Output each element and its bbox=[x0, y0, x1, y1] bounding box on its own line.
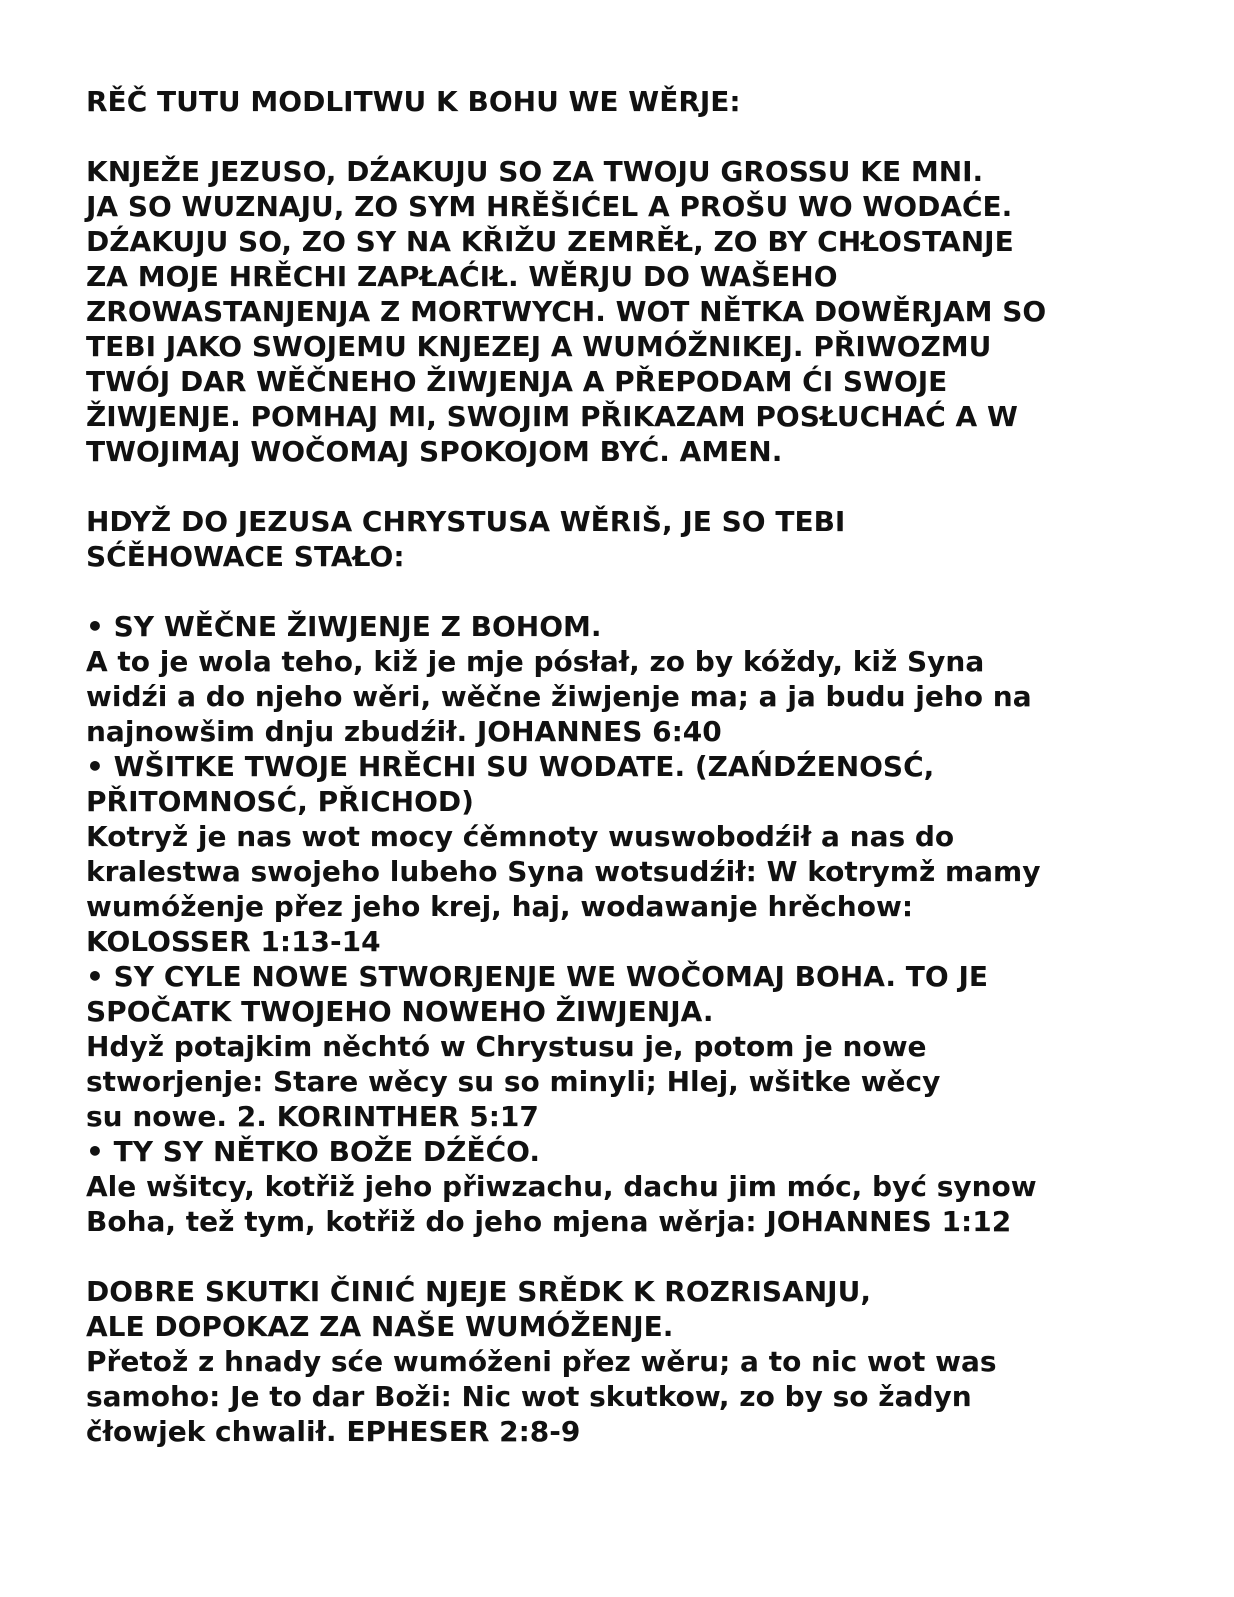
document-page bbox=[86, 84, 1186, 1449]
point-title: • SY CYLE NOWE STWORJENJE WE WOČOMAJ BOHA. TO JE bbox=[86, 960, 989, 993]
prayer-line: TWOJIMAJ WOČOMAJ SPOKOJOM BYĆ. AMEN. bbox=[86, 435, 783, 468]
point-text: wumóženje přez jeho krej, haj, wodawanje hrěchow: bbox=[86, 890, 914, 923]
spacer bbox=[86, 469, 1186, 504]
closing-paragraph bbox=[86, 1274, 1186, 1449]
closing-line: Přetož z hnady sće wumóženi přez wěru; a to nic wot was bbox=[86, 1345, 997, 1378]
point-title: • WŠITKE TWOJE HRĚCHI SU WODATE. (ZAŃDŹENOSĆ, bbox=[86, 750, 935, 783]
closing-line: ALE DOPOKAZ ZA NAŠE WUMÓŽENJE. bbox=[86, 1310, 674, 1343]
prayer-line: ŽIWJENJE. POMHAJ MI, SWOJIM PŘIKAZAM POSŁUCHAĆ A W bbox=[86, 400, 1018, 433]
closing-line: DOBRE SKUTKI ČINIĆ NJEJE SRĚDK K ROZRISANJU, bbox=[86, 1275, 871, 1308]
believe-heading-line: SĆĚHOWACE STAŁO: bbox=[86, 540, 405, 573]
prayer-line: JA SO WUZNAJU, ZO SYM HRĚŠIĆEL A PROŠU WO WODAĆE. bbox=[86, 190, 1013, 223]
prayer-line: ZROWASTANJENJA Z MORTWYCH. WOT NĚTKA DOWĚRJAM SO bbox=[86, 295, 1047, 328]
point-text: najnowšim dnju zbudźił. JOHANNES 6:40 bbox=[86, 715, 722, 748]
believe-heading-line: HDYŽ DO JEZUSA CHRYSTUSA WĚRIŠ, JE SO TEBI bbox=[86, 505, 846, 538]
prayer-line: TEBI JAKO SWOJEMU KNJEZEJ A WUMÓŽNIKEJ. PŘIWOZMU bbox=[86, 330, 992, 363]
prayer-line: DŹAKUJU SO, ZO SY NA KŘIŽU ZEMRĚŁ, ZO BY CHŁOSTANJE bbox=[86, 225, 1014, 258]
spacer bbox=[86, 1239, 1186, 1274]
point-text: kralestwa swojeho lubeho Syna wotsudźił: W kotrymž mamy bbox=[86, 855, 1041, 888]
prayer-line: ZA MOJE HRĚCHI ZAPŁAĆIŁ. WĚRJU DO WAŠEHO bbox=[86, 260, 838, 293]
point-text: Boha, tež tym, kotřiž do jeho mjena wěrja: JOHANNES 1:12 bbox=[86, 1205, 1012, 1238]
point-title: • SY WĚČNE ŽIWJENJE Z BOHOM. bbox=[86, 610, 602, 643]
point-text: Hdyž potajkim něchtó w Chrystusu je, potom je nowe bbox=[86, 1030, 927, 1063]
prayer-heading: RĚČ TUTU MODLITWU K BOHU WE WĚRJE: bbox=[86, 85, 741, 118]
closing-line: čłowjek chwalił. EPHESER 2:8-9 bbox=[86, 1415, 581, 1448]
point-text: Ale wšitcy, kotřiž jeho přiwzachu, dachu jim móc, być synow bbox=[86, 1170, 1037, 1203]
point-text: Kotryž je nas wot mocy ćěmnoty wuswobodźił a nas do bbox=[86, 820, 955, 853]
point-title: • TY SY NĚTKO BOŽE DŹĚĆO. bbox=[86, 1135, 540, 1168]
point-text: widźi a do njeho wěri, wěčne žiwjenje ma; a ja budu jeho na bbox=[86, 680, 1032, 713]
points-list bbox=[86, 609, 1186, 1239]
point-text: stworjenje: Stare wěcy su so minyli; Hlej, wšitke wěcy bbox=[86, 1065, 941, 1098]
point-text: KOLOSSER 1:13-14 bbox=[86, 925, 381, 958]
point-text: su nowe. 2. KORINTHER 5:17 bbox=[86, 1100, 539, 1133]
closing-line: samoho: Je to dar Boži: Nic wot skutkow, zo by so žadyn bbox=[86, 1380, 972, 1413]
prayer-line: TWÓJ DAR WĚČNEHO ŽIWJENJA A PŘEPODAM ĆI SWOJE bbox=[86, 365, 948, 398]
believe-heading bbox=[86, 504, 1186, 574]
prayer-paragraph bbox=[86, 154, 1186, 469]
spacer bbox=[86, 119, 1186, 154]
point-text: A to je wola teho, kiž je mje pósłał, zo by kóždy, kiž Syna bbox=[86, 645, 985, 678]
point-title: PŘITOMNOSĆ, PŘICHOD) bbox=[86, 785, 474, 818]
prayer-line: KNJEŽE JEZUSO, DŹAKUJU SO ZA TWOJU GROSSU KE MNI. bbox=[86, 155, 984, 188]
point-title: SPOČATK TWOJEHO NOWEHO ŽIWJENJA. bbox=[86, 995, 714, 1028]
spacer bbox=[86, 574, 1186, 609]
